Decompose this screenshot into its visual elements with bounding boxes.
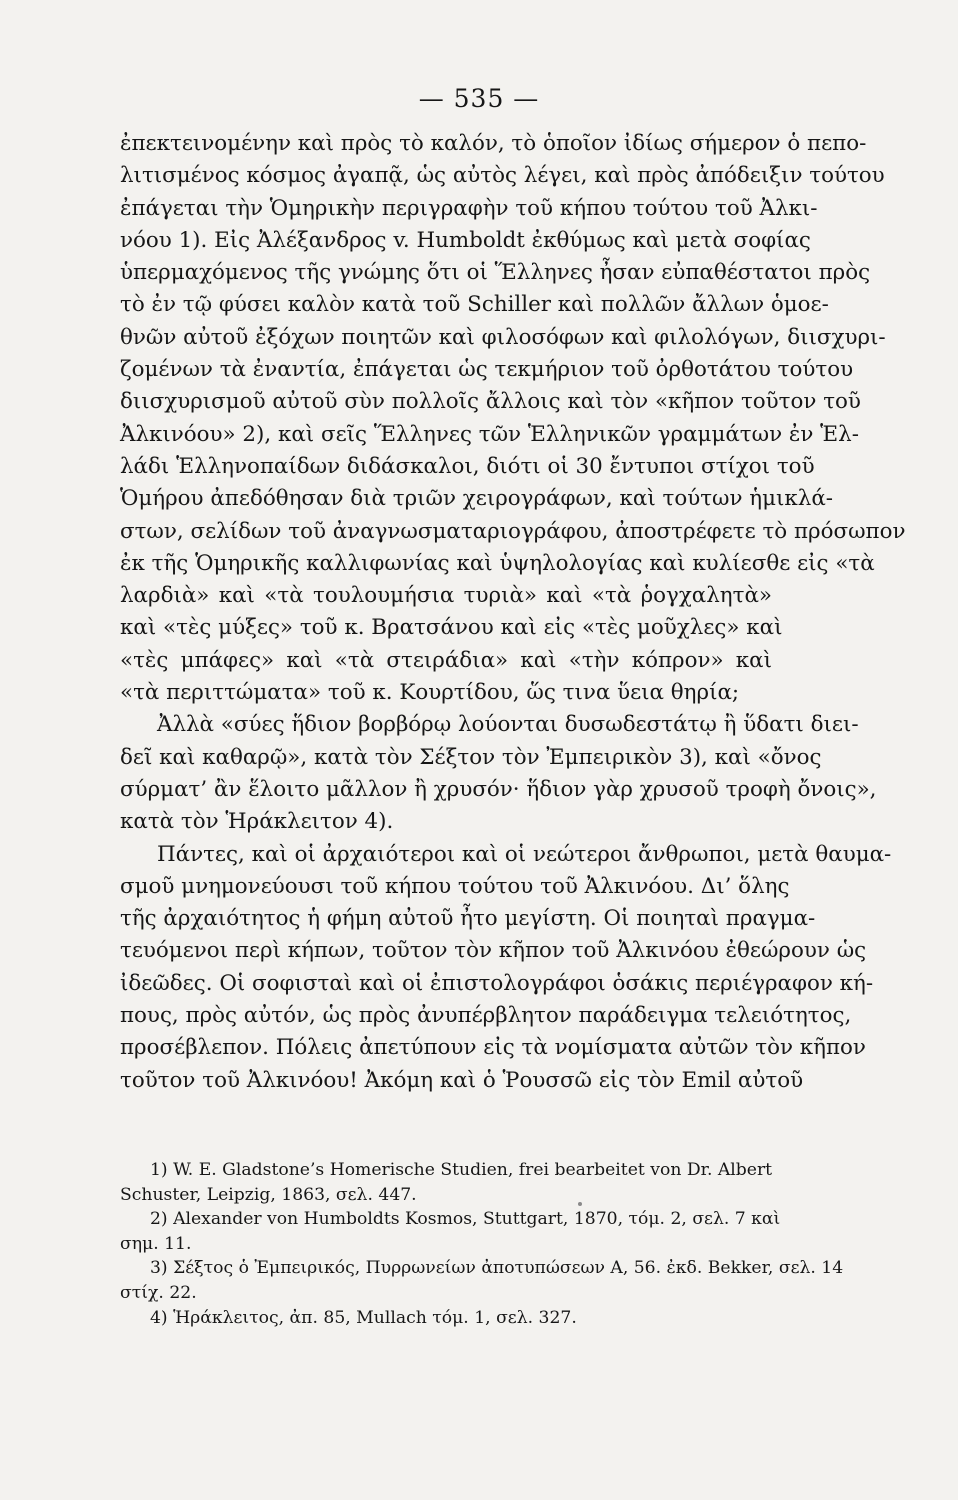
- footnote-line: σημ. 11.: [120, 1233, 192, 1254]
- footnote-line: 4) Ἡράκλειτος, ἀπ. 85, Mullach τόμ. 1, σελ. 327.: [150, 1307, 577, 1328]
- text-line: Ἀλκινόου» 2), καὶ σεῖς Ἕλληνες τῶν Ἑλληνικῶν γραμμάτων ἐν Ἑλ-: [120, 421, 859, 447]
- footnotes: [120, 1158, 844, 1330]
- text-line: δεῖ καὶ καθαρῷ», κατὰ τὸν Σέξτον τὸν Ἐμπειρικὸν 3), καὶ «ὄνος: [120, 744, 822, 770]
- text-line: «τὲς μπάφες» καὶ «τὰ στειράδια» καὶ «τὴν κόπρον» καὶ: [120, 647, 772, 673]
- text-line: Πάντες, καὶ οἱ ἀρχαιότεροι καὶ οἱ νεώτεροι ἄνθρωποι, μετὰ θαυμα-: [157, 841, 892, 867]
- footnote-line: 1) W. E. Gladstone’s Homerische Studien, frei bearbeitet von Dr. Albert: [150, 1160, 773, 1180]
- body-text: [120, 128, 906, 1097]
- text-line: σμοῦ μνημονεύουσι τοῦ κήπου τούτου τοῦ Ἀλκινόου. Δι’ ὅλης: [120, 873, 790, 899]
- paper-speck: [578, 1202, 582, 1206]
- text-line: «τὰ περιττώματα» τοῦ κ. Κουρτίδου, ὥς τινα ὕεια θηρία;: [120, 680, 740, 706]
- text-line: τοῦτον τοῦ Ἀλκινόου! Ἀκόμη καὶ ὁ Ῥουσσῶ εἰς τὸν Emil αὐτοῦ: [120, 1067, 804, 1093]
- text-line: λάδι Ἑλληνοπαίδων διδάσκαλοι, διότι οἱ 30 ἔντυποι στίχοι τοῦ: [120, 453, 815, 479]
- text-line: τῆς ἀρχαιότητος ἡ φήμη αὐτοῦ ἦτο μεγίστη. Οἱ ποιηταὶ πραγμα-: [120, 906, 816, 932]
- text-line: προσέβλεπον. Πόλεις ἀπετύπουν εἰς τὰ νομίσματα αὐτῶν τὸν κῆπον: [120, 1035, 866, 1061]
- text-line: πους, πρὸς αὐτόν, ὡς πρὸς ἀνυπέρβλητον παράδειγμα τελειότητος,: [120, 1003, 852, 1029]
- text-line: στων, σελίδων τοῦ ἀναγνωσματαριογράφου, ἀποστρέφετε τὸ πρόσωπον: [120, 518, 906, 544]
- text-line: ἰδεῶδες. Οἱ σοφισταὶ καὶ οἱ ἐπιστολογράφοι ὁσάκις περιέγραφον κή-: [120, 970, 874, 996]
- text-line: καὶ «τὲς μύξες» τοῦ κ. Βρατσάνου καὶ εἰς «τὲς μοῦχλες» καὶ: [120, 615, 783, 641]
- text-line: λαρδιὰ» καὶ «τὰ τουλουμήσια τυριὰ» καὶ «τὰ ῥογχαλητὰ»: [120, 583, 772, 609]
- text-line: διισχυρισμοῦ αὐτοῦ σὺν πολλοῖς ἄλλοις καὶ τὸν «κῆπον τοῦτον τοῦ: [120, 389, 861, 415]
- footnote-line: 2) Alexander von Humboldts Kosmos, Stuttgart, 1870, τόμ. 2, σελ. 7 καὶ: [150, 1209, 781, 1230]
- text-line: τευόμενοι περὶ κήπων, τοῦτον τὸν κῆπον τοῦ Ἀλκινόου ἐθεώρουν ὡς: [120, 938, 867, 964]
- footnote-line: στίχ. 22.: [120, 1282, 197, 1303]
- text-line: ἐπάγεται τὴν Ὁμηρικὴν περιγραφὴν τοῦ κήπου τούτου τοῦ Ἀλκι-: [120, 195, 818, 221]
- text-line: Ὁμήρου ἀπεδόθησαν διὰ τριῶν χειρογράφων, καὶ τούτων ἡμικλά-: [120, 486, 834, 512]
- text-line: ζομένων τὰ ἐναντία, ἐπάγεται ὡς τεκμήριον τοῦ ὀρθοτάτου τούτου: [120, 357, 854, 383]
- text-line: ἐπεκτεινομένην καὶ πρὸς τὸ καλόν, τὸ ὁποῖον ἰδίως σήμερον ὁ πεπο-: [120, 131, 867, 156]
- text-line: τὸ ἐν τῷ φύσει καλὸν κατὰ τοῦ Schiller καὶ πολλῶν ἄλλων ὁμοε-: [120, 292, 829, 318]
- text-line: Ἀλλὰ «σύες ἥδιον βορβόρῳ λούονται δυσωδεστάτῳ ἢ ὕδατι διει-: [157, 712, 859, 738]
- text-line: λιτισμένος κόσμος ἀγαπᾷ, ὡς αὐτὸς λέγει, καὶ πρὸς ἀπόδειξιν τούτου: [120, 163, 885, 189]
- text-line: νόου 1). Εἰς Ἀλέξανδρος v. Humboldt ἐκθύμως καὶ μετὰ σοφίας: [120, 227, 811, 253]
- text-line: σύρματ’ ἂν ἕλοιτο μᾶλλον ἢ χρυσόν· ἥδιον γὰρ χρυσοῦ τροφὴ ὄνοις»,: [120, 776, 877, 802]
- footnote-line: 3) Σέξτος ὁ Ἐμπειρικός, Πυρρωνείων ἀποτυπώσεων Α, 56. ἐκδ. Bekker, σελ. 14: [150, 1258, 844, 1279]
- page-number: — 535 —: [418, 84, 540, 113]
- footnote-line: Schuster, Leipzig, 1863, σελ. 447.: [120, 1184, 417, 1205]
- text-line: κατὰ τὸν Ἡράκλειτον 4).: [120, 809, 394, 835]
- text-line: ἐκ τῆς Ὁμηρικῆς καλλιφωνίας καὶ ὑψηλολογίας καὶ κυλίεσθε εἰς «τὰ: [120, 550, 875, 576]
- text-line: ὑπερμαχόμενος τῆς γνώμης ὅτι οἱ Ἕλληνες ἦσαν εὐπαθέστατοι πρὸς: [120, 260, 871, 286]
- text-line: θνῶν αὐτοῦ ἐξόχων ποιητῶν καὶ φιλοσόφων καὶ φιλολόγων, διισχυρι-: [120, 324, 886, 350]
